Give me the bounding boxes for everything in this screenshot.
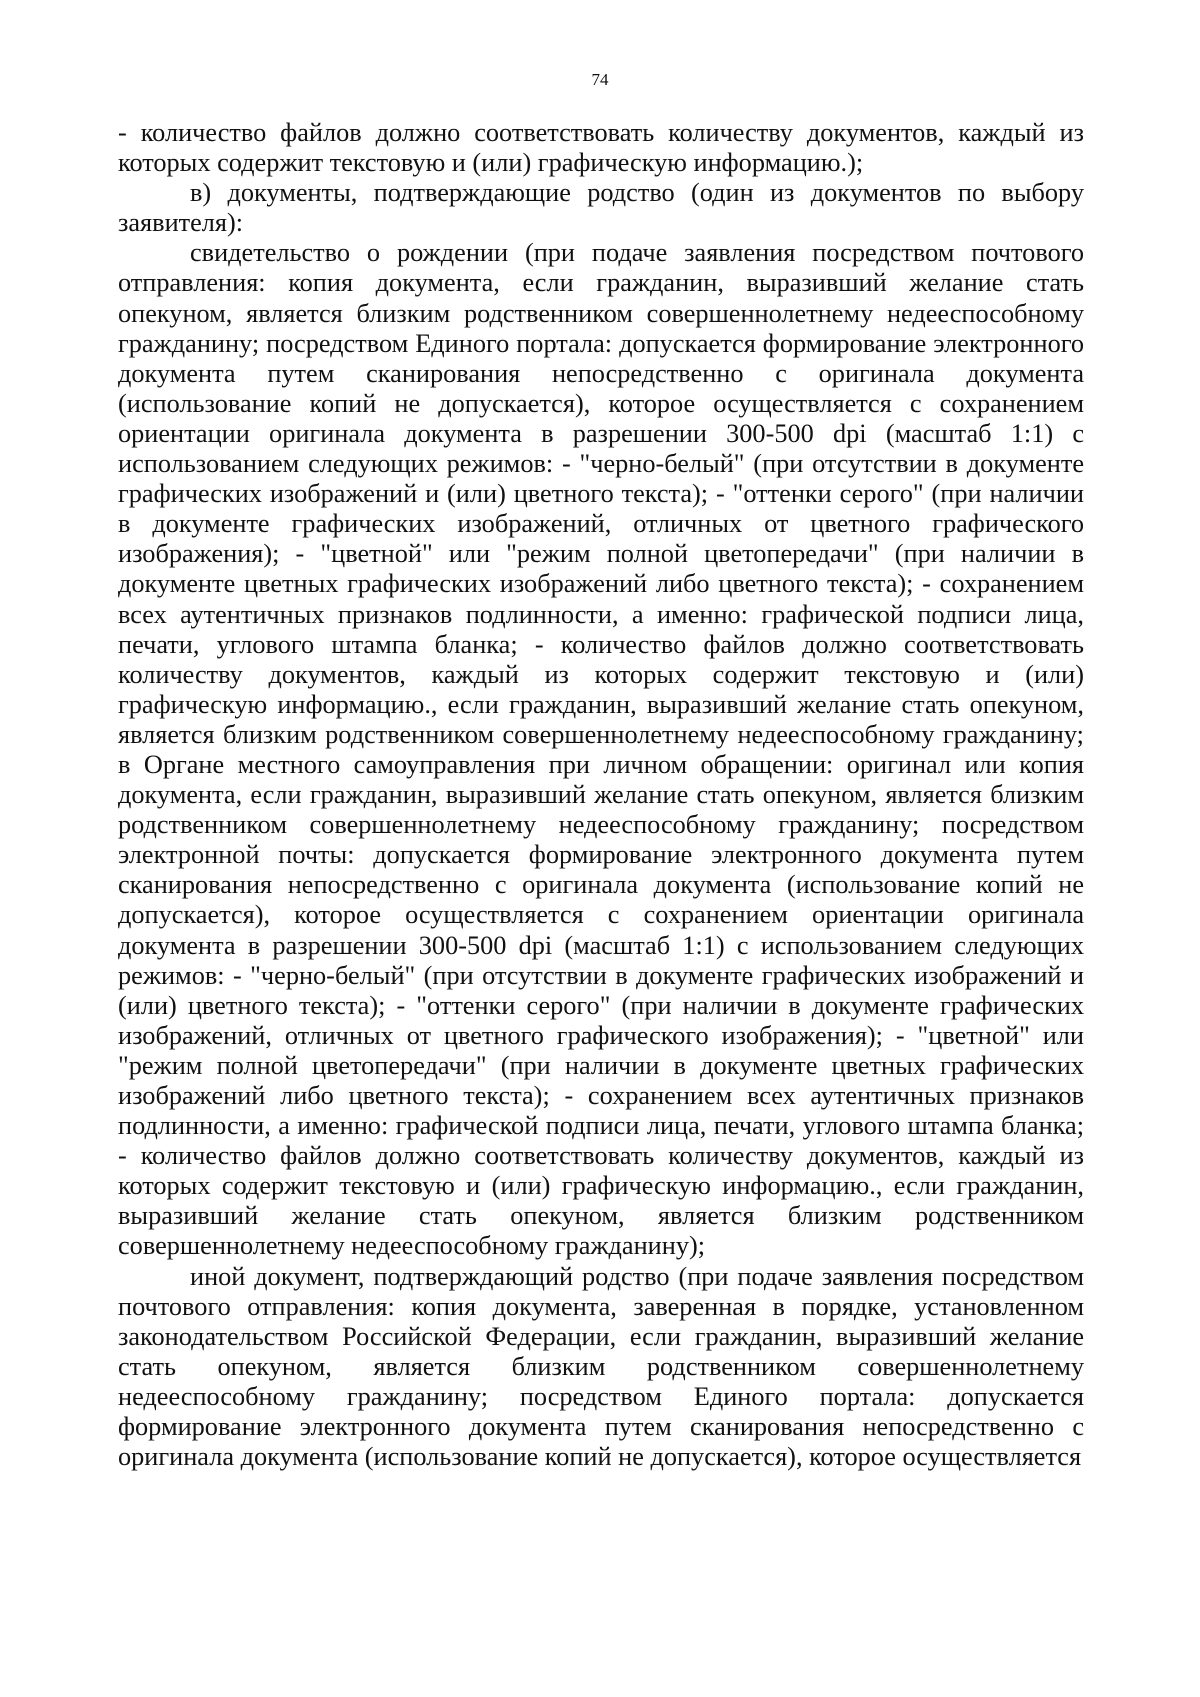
document-body (118, 118, 1084, 1472)
paragraph-files-count: - количество файлов должно соответствовать количеству документов, каждый из которых содержит текстовую и (или) графическую информацию.); (118, 118, 1084, 178)
page-number: 74 (591, 70, 609, 89)
paragraph-birth-certificate: свидетельство о рождении (при подаче заявления посредством почтового отправления: копия документа, если гражданин, выразивший желание стать опекуном, является близким родственником совершеннолетнему недееспособному гражданину; посредством Единого портала: допускается формирование электронного документа путем сканирования непосредственно с оригинала документа (использование копий не допускается), которое осуществляется с сохранением ориентации оригинала документа в разрешении 300-500 dpi (масштаб 1:1) с использованием следующих режимов: - "черно-белый" (при отсутствии в документе графических изображений и (или) цветного текста); - "оттенки серого" (при наличии в документе графических изображений, отличных от цветного графического изображения); - "цветной" или "режим полной цветопередачи" (при наличии в документе цветных графических изображений либо цветного текста); - сохранением всех аутентичных признаков подлинности, а именно: графической подписи лица, печати, углового штампа бланка; - количество файлов должно соответствовать количеству документов, каждый из которых содержит текстовую и (или) графическую информацию., если гражданин, выразивший желание стать опекуном, является близким родственником совершеннолетнему недееспособному гражданину; в Органе местного самоуправления при личном обращении: оригинал или копия документа, если гражданин, выразивший желание стать опекуном, является близким родственником совершеннолетнему недееспособному гражданину; посредством электронной почты: допускается формирование электронного документа путем сканирования непосредственно с оригинала документа (использование копий не допускается), которое осуществляется с сохранением ориентации оригинала документа в разрешении 300-500 dpi (масштаб 1:1) с использованием следующих режимов: - "черно-белый" (при отсутствии в документе графических изображений и (или) цветного текста); - "оттенки серого" (при наличии в документе графических изображений, отличных от цветного графического изображения); - "цветной" или "режим полной цветопередачи" (при наличии в документе цветных графических изображений либо цветного текста); - сохранением всех аутентичных признаков подлинности, а именно: графической подписи лица, печати, углового штампа бланка; - количество файлов должно соответствовать количеству документов, каждый из которых содержит текстовую и (или) графическую информацию., если гражданин, выразивший желание стать опекуном, является близким родственником совершеннолетнему недееспособному гражданину); (118, 238, 1084, 1261)
paragraph-other-kinship-document: иной документ, подтверждающий родство (при подаче заявления посредством почтового отправления: копия документа, заверенная в порядке, установленном законодательством Российской Федерации, если гражданин, выразивший желание стать опекуном, является близким родственником совершеннолетнему недееспособному гражданину; посредством Единого портала: допускается формирование электронного документа путем сканирования непосредственно с оригинала документа (использование копий не допускается), которое осуществляется (118, 1261, 1084, 1472)
paragraph-kinship-documents: в) документы, подтверждающие родство (один из документов по выбору заявителя): (118, 178, 1084, 238)
